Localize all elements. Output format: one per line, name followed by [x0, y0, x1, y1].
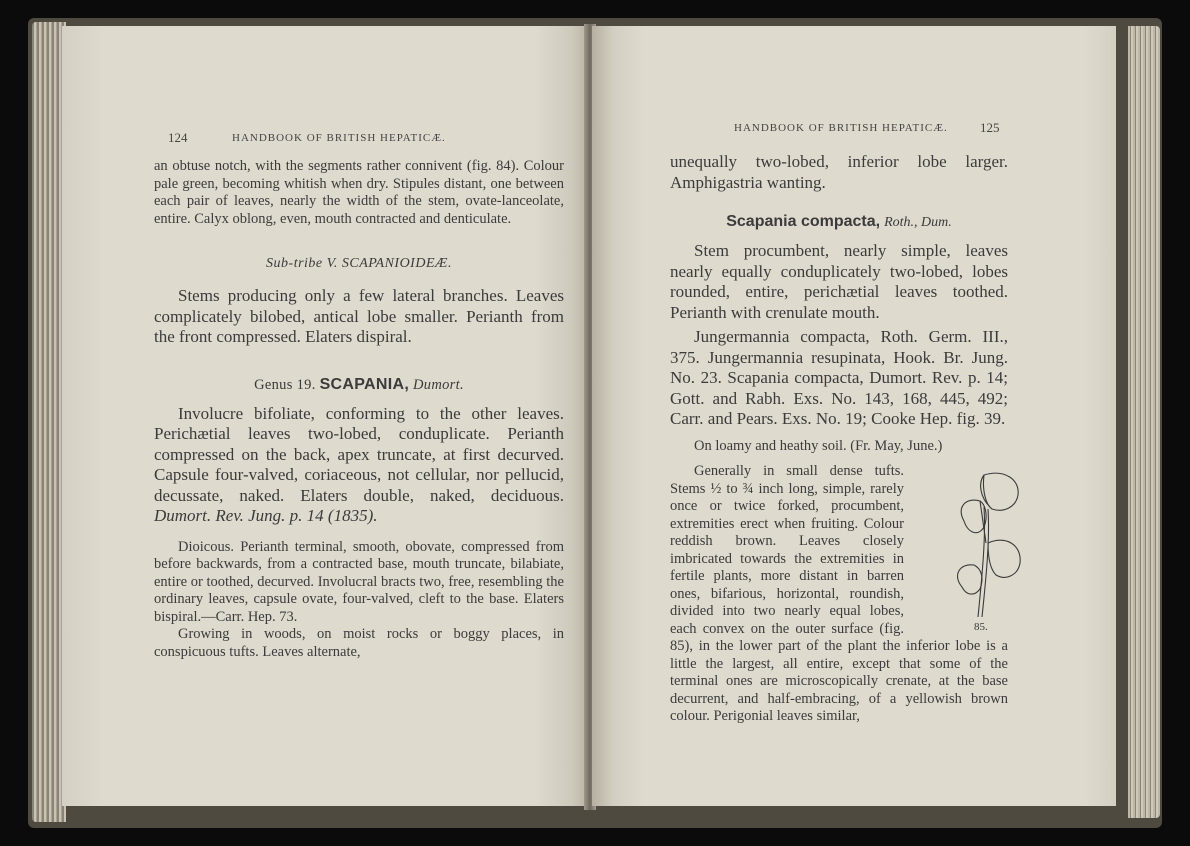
genus-heading — [154, 376, 564, 394]
genus-name: SCAPANIA, — [319, 375, 410, 393]
right-text-block — [670, 152, 1008, 726]
species-synonymy: Jungermannia compacta, Roth. Germ. III., 375. Jungermannia resupinata, Hook. Br. Jung. No. 23. Scapania compacta, Dumort. Rev. p. 14; Gott. and Rabh. Exs. No. 143, 168, 445, 492; Carr. and Pears. Exs. No. 19; Cooke Hep. fig. 39. — [670, 327, 1008, 428]
page-edges-left — [32, 22, 66, 822]
genus-reference: Dumort. Rev. Jung. p. 14 (1835). — [154, 506, 378, 525]
species-name: Scapania compacta, — [726, 213, 881, 230]
page-edges-right — [1128, 26, 1160, 818]
species-detail-text: Generally in small dense tufts. Stems ½ to ¾ inch long, simple, rarely once or twice forked, procumbent, extremities erect when fruiting. Colour reddish brown. Leaves closely imbricated towards the extremities in fertile plants, more distant in barren ones, bifarious, horizontal, roundish, divided into two nearly equal lobes, each convex on the outer surface (fig. 85), in the lower part of the plant the inferior lobe is a little the largest, all entire, except that some of the terminal ones are microscopically crenate, at the base decurrent, and half-embracing, of a yellowish brown colour. Perigonial leaves similar, — [670, 463, 1008, 724]
species-description: Stem procumbent, nearly simple, leaves nearly equally conduplicately two-lobed, lobes rounded, entire, perichætial leaves toothed. Perianth with crenulate mouth. — [670, 241, 1008, 322]
species-heading — [670, 213, 1008, 231]
left-page — [62, 26, 588, 806]
genus-prefix: Genus 19. — [254, 376, 316, 393]
growing-paragraph: Growing in woods, on moist rocks or boggy places, in conspicuous tufts. Leaves alternate, — [154, 626, 564, 660]
right-running-head: HANDBOOK OF BRITISH HEPATICÆ. — [734, 122, 948, 134]
species-habitat: On loamy and heathy soil. (Fr. May, June.) — [694, 437, 943, 454]
right-page — [592, 26, 1116, 806]
species-detail — [670, 463, 1008, 726]
figure-label: 85. — [974, 621, 988, 633]
figure-85 — [910, 467, 1008, 635]
right-para-continued: unequally two-lobed, inferior lobe larger. Amphigastria wanting. — [670, 152, 1008, 192]
left-running-head: HANDBOOK OF BRITISH HEPATICÆ. — [232, 132, 446, 144]
dioicous-paragraph: Dioicous. Perianth terminal, smooth, obovate, compressed from before backwards, from a contracted base, mouth truncate, bilabiate, entire or toothed, decurved. Involucral bracts two, free, resembling the ordinary leaves, capsule ovate, four-valved, cleft to the base. Elaters bispiral.—Carr. Hep. 73. — [154, 538, 564, 625]
genus-description — [154, 404, 564, 527]
leaf-illustration — [934, 467, 1032, 635]
genus-author: Dumort. — [413, 376, 464, 393]
species-author: Roth., Dum. — [884, 215, 952, 230]
subtribe-description: Stems producing only a few lateral branches. Leaves complicately bilobed, antical lobe smaller. Perianth from the front compressed. Elaters dispiral. — [154, 286, 564, 346]
right-page-number: 125 — [980, 120, 1000, 135]
left-page-number: 124 — [168, 130, 188, 145]
subtribe-heading: Sub-tribe V. SCAPANIOIDEÆ. — [266, 256, 452, 271]
genus-desc-text: Involucre bifoliate, conforming to the other leaves. Perichætial leaves two-lobed, conduplicate. Perianth compressed on the back, apex truncate, at first decurved. Capsule four-valved, coriaceous, not cellular, nor pellucid, decussate, naked. Elaters double, naked, deciduous. — [154, 403, 564, 505]
left-para-continued: an obtuse notch, with the segments rather connivent (fig. 84). Colour pale green, becoming whitish when dry. Stipules distant, one between each pair of leaves, nearly the width of the stem, ovate-lanceolate, entire. Calyx oblong, even, mouth contracted and denticulate. — [154, 158, 564, 227]
left-text-block — [154, 158, 564, 661]
